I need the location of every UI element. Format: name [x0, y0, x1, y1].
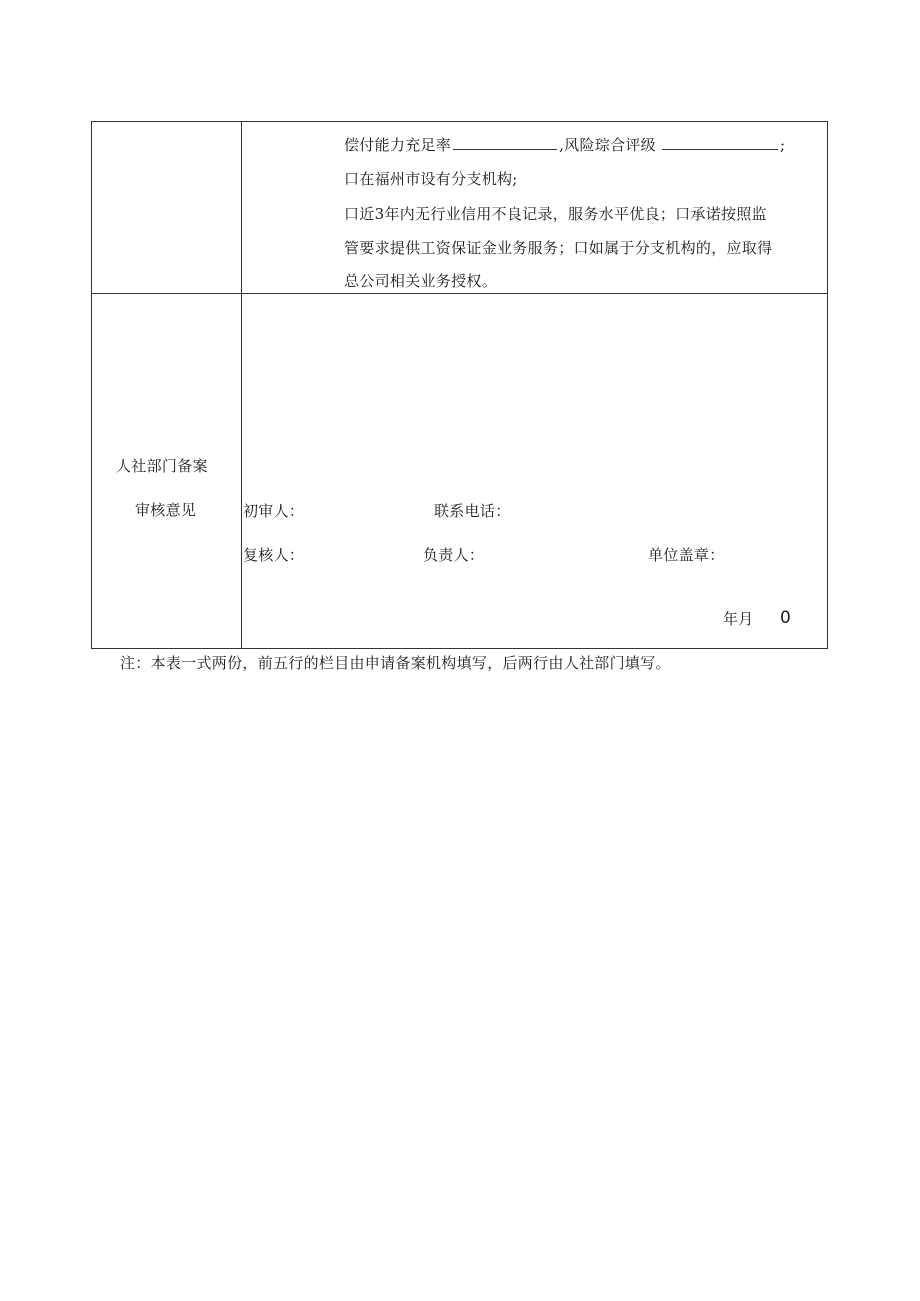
review-section-label-1: 人社部门备案 [116, 457, 208, 475]
filing-form-table [91, 121, 828, 649]
form-footnote: 注：本表一式两份，前五行的栏目由申请备案机构填写，后两行由人社部门填写。 [120, 654, 671, 672]
unit-seal-label: 单位盖章： [648, 546, 725, 564]
date-label: 年月 [723, 610, 754, 628]
commitment-text-line: 管要求提供工资保证金业务服务；口如属于分支机构的，应取得 [344, 239, 773, 257]
risk-rating-label: ,风险琮合评级 [559, 136, 656, 154]
no-bad-record-checkbox-line[interactable]: 口近3年内无行业信用不良记录，服务水平优良；口承诺按照监 [344, 205, 767, 223]
branch-in-fuzhou-checkbox-line[interactable]: 口在福州市设有分支机构; [344, 170, 518, 188]
risk-rating-blank[interactable] [662, 135, 778, 150]
initial-reviewer-label: 初审人： [243, 502, 305, 520]
contact-phone-label: 联系电话： [434, 502, 511, 520]
authorization-text-line: 总公司相关业务授权。 [344, 272, 498, 290]
line-terminator: ; [779, 136, 786, 154]
solvency-ratio-label: 偿付能力充足率 [344, 136, 452, 154]
column-divider [241, 122, 242, 648]
row-divider [92, 293, 827, 294]
date-value: 0 [780, 608, 792, 628]
responsible-person-label: 负责人： [423, 546, 485, 564]
review-section-label-2: 审核意见 [135, 501, 197, 519]
second-reviewer-label: 复核人： [243, 546, 305, 564]
solvency-rating-line [344, 135, 785, 155]
solvency-ratio-blank[interactable] [453, 135, 557, 150]
